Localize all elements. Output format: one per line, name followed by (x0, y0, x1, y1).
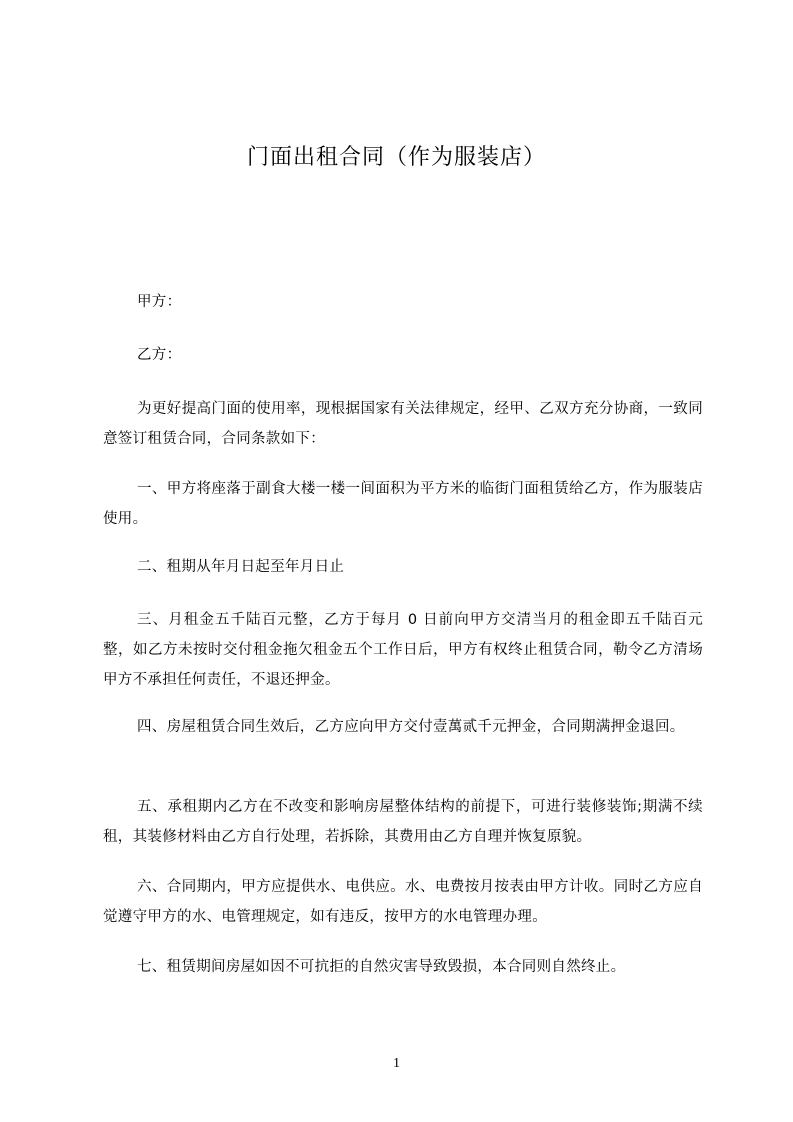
clause-1: 一、甲方将座落于副食大楼一楼一间面积为平方米的临街门面租赁给乙方，作为服装店使用。 (103, 481, 703, 527)
clause-6: 六、合同期内，甲方应提供水、电供应。水、电费按月按表由甲方计收。同时乙方应自觉遵守甲方的水、电管理规定，如有违反，按甲方的水电管理办理。 (103, 879, 703, 925)
clause-2: 二、租期从年月日起至年月日止 (137, 559, 345, 575)
party-b-line: 乙方： (137, 347, 182, 363)
clause-7: 七、租赁期间房屋如因不可抗拒的自然灾害导致毁损，本合同则自然终止。 (137, 959, 626, 975)
clause-3: 三、月租金五千陆百元整，乙方于每月 0 日前向甲方交清当月的租金即五千陆百元整，如乙方未按时交付租金拖欠租金五个工作日后，甲方有权终止租赁合同，勒令乙方清场甲方不承担任何责任，不退还押金。 (103, 612, 703, 688)
intro-paragraph: 为更好提高门面的使用率，现根据国家有关法律规定，经甲、乙双方充分协商，一致同意签订租赁合同，合同条款如下： (103, 401, 703, 447)
clause-4: 四、房屋租赁合同生效后，乙方应向甲方交付壹萬贰千元押金，合同期满押金退回。 (137, 719, 685, 735)
clause-5: 五、承租期内乙方在不改变和影响房屋整体结构的前提下，可进行装修装饰;期满不续租，其装修材料由乙方自行处理，若拆除，其费用由乙方自理并恢复原貌。 (103, 799, 703, 845)
document-title: 门面出租合同（作为服装店） (246, 145, 546, 170)
party-a-line: 甲方： (137, 294, 182, 310)
page-number: 1 (393, 1056, 400, 1071)
